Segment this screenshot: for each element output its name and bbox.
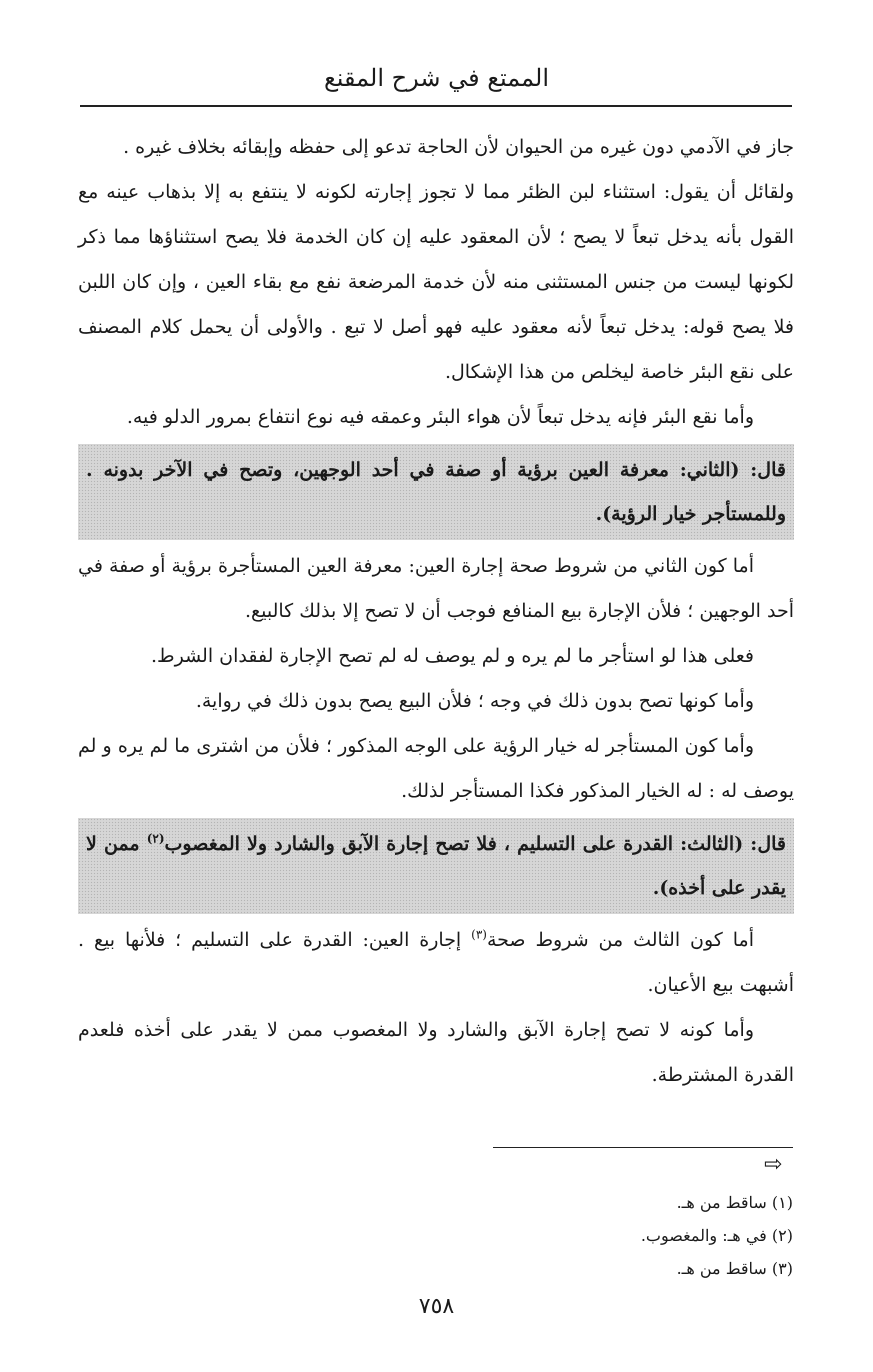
- paragraph-6: وأما كونها تصح بدون ذلك في وجه ؛ فلأن البيع يصح بدون ذلك في رواية.: [195, 690, 754, 712]
- matn-quote-2: [78, 818, 794, 914]
- paragraph-4: أما كون الثاني من شروط صحة إجارة العين: معرفة العين المستأجرة برؤية أو صفة في أحد الوجهين ؛ فلأن الإجارة بيع المنافع فوجب أن لا تصح إلا بذلك كالبيع.: [78, 555, 794, 622]
- footnote-ref-2: (٢): [146, 831, 165, 846]
- paragraph-7: وأما كون المستأجر له خيار الرؤية على الوجه المذكور ؛ فلأن من اشترى ما لم يره و لم يوصف له : له الخيار المذكور فكذا المستأجر لذلك.: [78, 735, 794, 802]
- paragraph-5: فعلى هذا لو استأجر ما لم يره و لم يوصف له لم تصح الإجارة لفقدان الشرط.: [151, 645, 754, 667]
- footnote-1: [393, 1186, 793, 1219]
- paragraph-8-end: إجارة العين: القدرة على التسليم ؛ فلأنها بيع . أشبهت بيع الأعيان.: [78, 929, 794, 996]
- footnote-number: (٢): [771, 1226, 793, 1245]
- paragraph-9: وأما كونه لا تصح إجارة الآبق والشارد ولا المغصوب ممن لا يقدر على أخذه فلعدم القدرة المشترطة.: [78, 1019, 794, 1086]
- footnote-number: (٣): [771, 1259, 793, 1278]
- footnote-text: ساقط من هـ.: [676, 1259, 767, 1278]
- quote-2-text-start: قال: (الثالث: القدرة على التسليم ، فلا تصح إجارة الآبق والشارد ولا المغصوب: [164, 833, 786, 855]
- paragraph-3: وأما نقع البئر فإنه يدخل تبعاً لأن هواء البئر وعمقه فيه نوع انتفاع بمرور الدلو فيه.: [126, 406, 754, 428]
- continue-arrow-icon: ⇨: [764, 1152, 783, 1177]
- paragraph-1: جاز في الآدمي دون غيره من الحيوان لأن الحاجة تدعو إلى حفظه وإبقائه بخلاف غيره .: [123, 136, 794, 158]
- footnote-text: في هـ: والمغصوب.: [640, 1226, 767, 1245]
- main-text: [78, 125, 794, 1098]
- quote-2-text-end: ممن لا يقدر على أخذه).: [86, 833, 786, 899]
- footnote-text: ساقط من هـ.: [676, 1193, 767, 1212]
- header-rule: [80, 105, 792, 107]
- page-number: ٧٥٨: [418, 1294, 455, 1319]
- footnote-2: [393, 1219, 793, 1252]
- running-header-title: الممتع في شرح المقنع: [324, 64, 549, 92]
- paragraph-8-start: أما كون الثالث من شروط صحة: [486, 929, 755, 951]
- paragraph-8: [78, 918, 794, 1008]
- footnotes: [393, 1186, 793, 1285]
- matn-quote-1: قال: (الثاني: معرفة العين برؤية أو صفة في أحد الوجهين، وتصح في الآخر بدونه . وللمستأجر خيار الرؤية).: [78, 444, 794, 540]
- footnote-3: [393, 1252, 793, 1285]
- footnote-separator: [493, 1147, 793, 1148]
- paragraph-2: ولقائل أن يقول: استثناء لبن الظئر مما لا تجوز إجارته لكونه لا ينتفع به إلا بذهاب عينه مع القول بأنه يدخل تبعاً لا يصح ؛ لأن المعقود عليه إن كان الخدمة فلا يصح استثناؤها مما ذكر لكونها ليست من جنس المستثنى منه لأن خدمة المرضعة نفع مع بقاء العين ، وإن كان اللبن فلا يصح قوله: يدخل تبعاً لأنه معقود عليه فهو أصل لا تبع . والأولى أن يحمل كلام المصنف على نقع البئر خاصة ليخلص من هذا الإشكال.: [78, 181, 794, 383]
- footnote-number: (١): [771, 1193, 793, 1212]
- footnote-ref-3: (٣): [471, 927, 487, 942]
